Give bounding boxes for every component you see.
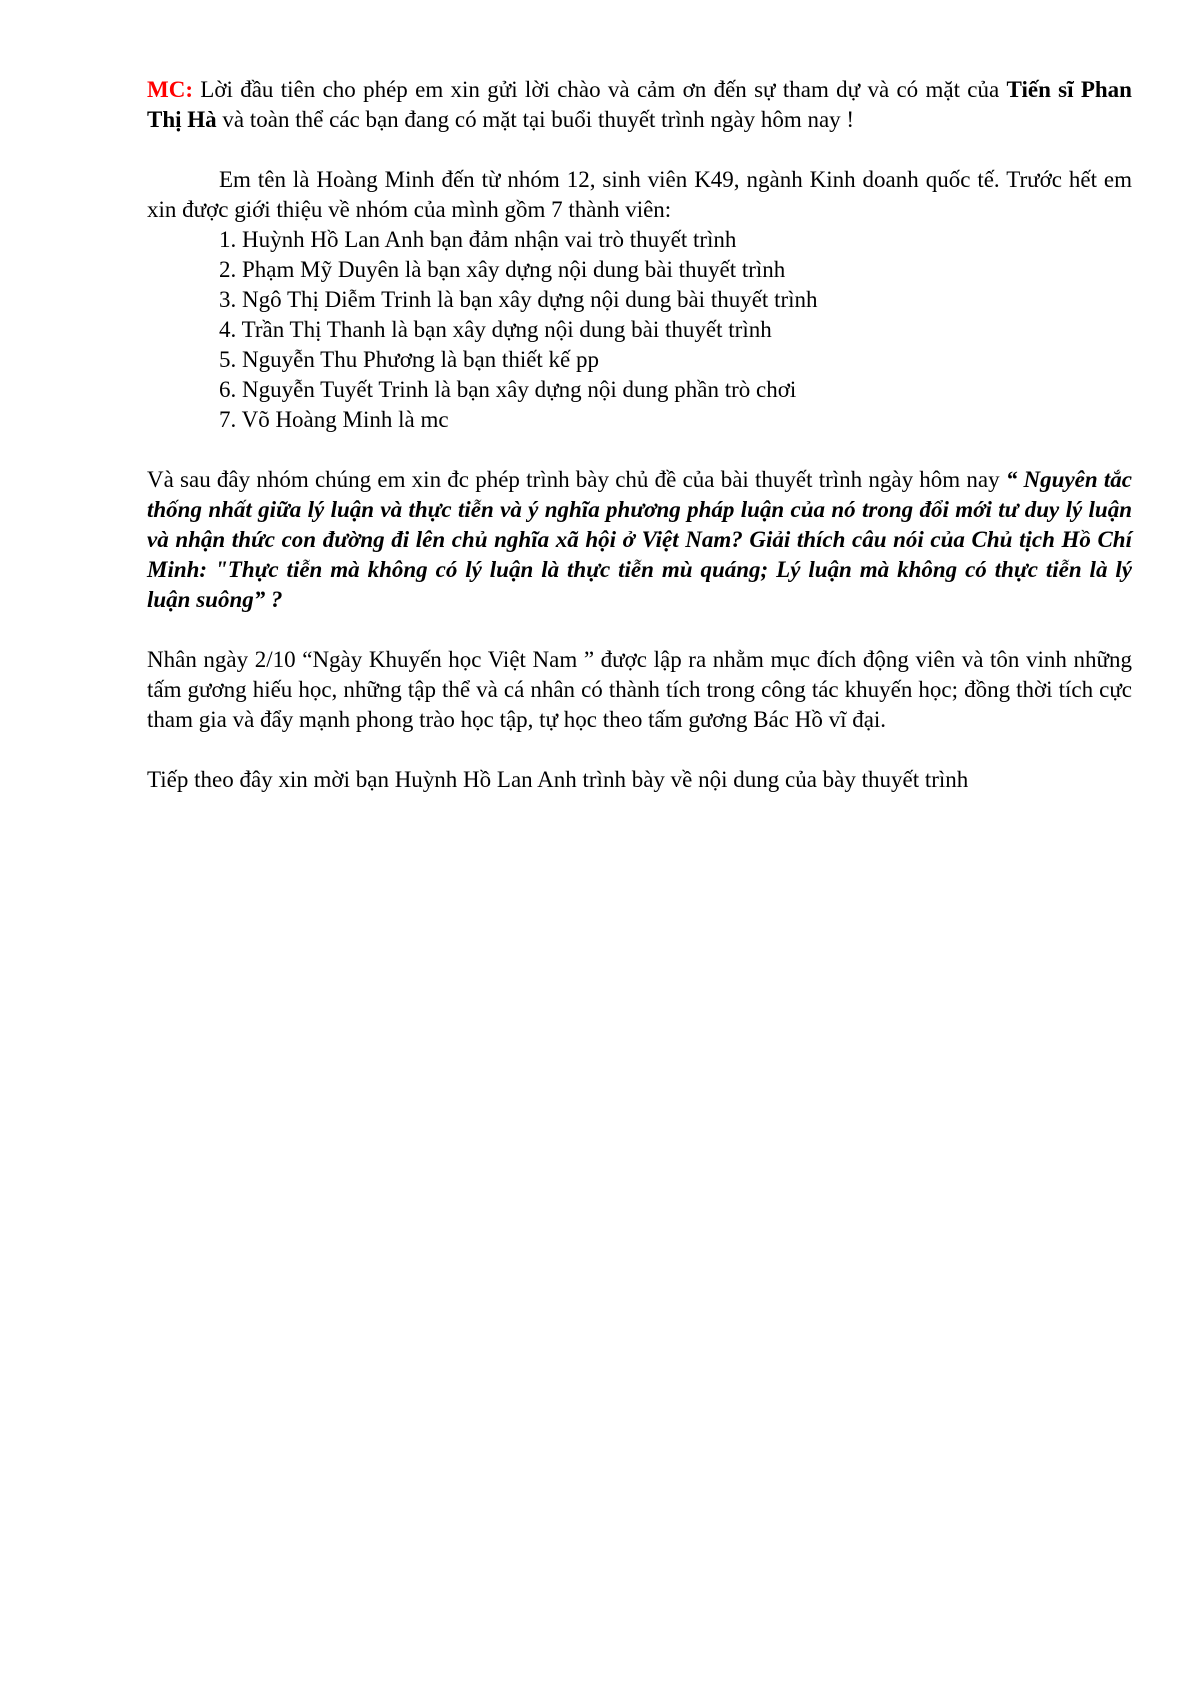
list-item: 6. Nguyễn Tuyết Trinh là bạn xây dựng nội dung phần trò chơi: [219, 377, 797, 402]
member-list: [147, 225, 1132, 435]
intro-paragraph: [147, 75, 1132, 135]
paragraph-gap: [147, 735, 1132, 765]
list-item: 1. Huỳnh Hồ Lan Anh bạn đảm nhận vai trò thuyết trình: [219, 227, 737, 252]
list-item: 3. Ngô Thị Diễm Trinh là bạn xây dựng nội dung bài thuyết trình: [219, 287, 818, 312]
intro-text-2: và toàn thể các bạn đang có mặt tại buổi thuyết trình ngày hôm nay !: [216, 107, 855, 132]
speaker-label: MC:: [147, 77, 193, 102]
topic-title: “ Nguyên tắc thống nhất giữa lý luận và thực tiễn và ý nghĩa phương pháp luận của nó trong đổi mới tư duy lý luận và nhận thức con đường đi lên chủ nghĩa xã hội ở Việt Nam? Giải thích câu nói của Chủ tịch Hồ Chí Minh: "Thực tiễn mà không có lý luận là thực tiễn mù quáng; Lý luận mà không có thực tiễn là lý luận suông” ?: [147, 467, 1132, 612]
document-page: [147, 75, 1132, 795]
handoff-paragraph: Tiếp theo đây xin mời bạn Huỳnh Hồ Lan Anh trình bày về nội dung của bày thuyết trình: [147, 767, 969, 792]
self-intro-paragraph: Em tên là Hoàng Minh đến từ nhóm 12, sinh viên K49, ngành Kinh doanh quốc tế. Trước hết em xin được giới thiệu về nhóm của mình gồm 7 thành viên:: [147, 167, 1132, 222]
list-item: 2. Phạm Mỹ Duyên là bạn xây dựng nội dung bài thuyết trình: [219, 257, 786, 282]
occasion-paragraph: Nhân ngày 2/10 “Ngày Khuyến học Việt Nam ” được lập ra nhằm mục đích động viên và tôn vinh những tấm gương hiếu học, những tập thể và cá nhân có thành tích trong công tác khuyến học; đồng thời tích cực tham gia và đẩy mạnh phong trào học tập, tự học theo tấm gương Bác Hồ vĩ đại.: [147, 647, 1132, 732]
paragraph-gap: [147, 135, 1132, 165]
intro-text-1: Lời đầu tiên cho phép em xin gửi lời chào và cảm ơn đến sự tham dự và có mặt của: [192, 77, 1007, 102]
list-item: 4. Trần Thị Thanh là bạn xây dựng nội dung bài thuyết trình: [219, 317, 772, 342]
paragraph-gap: [147, 615, 1132, 645]
topic-lead: Và sau đây nhóm chúng em xin đc phép trình bày chủ đề của bài thuyết trình ngày hôm nay: [147, 467, 1000, 492]
list-item: 5. Nguyễn Thu Phương là bạn thiết kế pp: [219, 347, 600, 372]
paragraph-gap: [147, 435, 1132, 465]
topic-paragraph: [147, 465, 1132, 615]
list-item: 7. Võ Hoàng Minh là mc: [219, 407, 449, 432]
honoree-name: Tiến sĩ Phan Thị Hà: [147, 77, 1132, 132]
